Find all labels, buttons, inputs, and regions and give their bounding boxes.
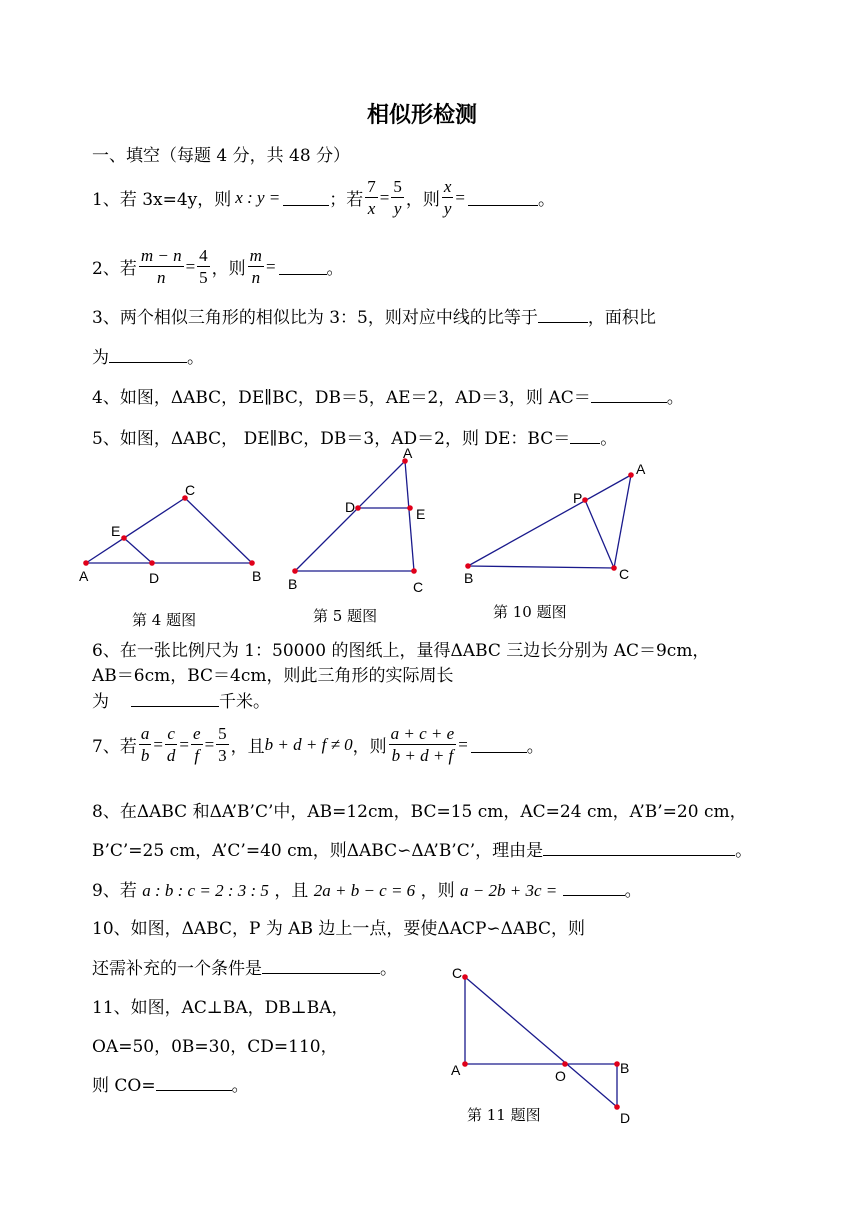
question-5: 5、如图，ΔABC， DE∥BC，DB＝3，AD＝2，则 DE：BC＝ 。 [92, 429, 618, 449]
fig10-label-p: P [573, 490, 583, 506]
fig4-label-b: B [252, 568, 262, 584]
fig5-label-b: B [288, 576, 298, 592]
fig5-label-a: A [403, 445, 413, 461]
fig4-caption: 第 4 题图 [132, 611, 197, 629]
fig5-label-d: D [345, 499, 356, 515]
q1-blank-2[interactable] [468, 190, 538, 206]
q4-blank[interactable] [591, 387, 667, 403]
figure-10 [464, 461, 646, 586]
fig11-label-c: C [452, 965, 463, 981]
figure-4 [79, 482, 261, 586]
q11-blank[interactable] [156, 1075, 232, 1091]
fig4-label-a: A [79, 568, 89, 584]
question-11-line-3: 则 CO= 。 [92, 1076, 249, 1096]
fig10-label-b: B [464, 570, 474, 586]
q7-fraction-cd: $\frac{c}{d}$ [166, 724, 176, 766]
question-10-line-1: 10、如图，ΔABC，P 为 AB 边上一点，要使ΔACP∽ΔABC，则 [92, 919, 586, 939]
question-8-line-2: B’C’=25 cm，A’C’=40 cm，则ΔABC∽ΔA’B’C’，理由是 。 [92, 841, 753, 861]
q7-fraction-ef: $\frac{e}{f}$ [193, 724, 201, 766]
fig10-label-a: A [636, 461, 646, 477]
question-10-line-2: 还需补充的一个条件是 。 [92, 959, 397, 979]
fig11-label-d: D [620, 1110, 631, 1126]
q2-fraction-3: $\frac{m}{n}$ [249, 246, 262, 288]
fig11-label-a: A [451, 1062, 461, 1078]
q1-text-1: 1、若 3x=4y，则 [92, 190, 232, 211]
question-4: 4、如图，ΔABC，DE∥BC，DB＝5，AE＝2，AD＝3，则 AC＝ 。 [92, 388, 684, 408]
fig5-caption: 第 5 题图 [313, 607, 378, 625]
q2-fraction-1: $\frac{m - n}{n}$ [140, 246, 182, 288]
q7-blank[interactable] [471, 737, 527, 753]
question-6-line-1: 6、在一张比例尺为 1：50000 的图纸上，量得ΔABC 三边长分别为 AC＝9cm， [92, 641, 710, 661]
figure-5 [288, 445, 425, 595]
q7-fraction-ab: $\frac{a}{b}$ [140, 724, 150, 766]
q9-expression: a − 2b + 3c = [460, 881, 558, 900]
fig4-label-c: C [185, 482, 196, 498]
fig10-caption: 第 10 题图 [493, 603, 567, 621]
q2-text-1: 2、若 [92, 259, 137, 280]
question-11-line-1: 11、如图，AC⊥BA，DB⊥BA， [92, 998, 349, 1018]
q1-blank-1[interactable] [283, 190, 329, 206]
q2-fraction-2: $\frac{4}{5}$ [199, 246, 208, 288]
fig10-label-c: C [619, 566, 630, 582]
q1-text-2: ；若 [329, 190, 364, 211]
q1-text-3: ，则 [405, 190, 440, 211]
q2-blank[interactable] [279, 259, 327, 275]
q6-blank[interactable] [131, 691, 219, 707]
figures-row [0, 440, 860, 640]
q7-condition: b + d + f ≠ 0 [264, 734, 353, 754]
q7-fraction-sum: $\frac{a + c + e}{b + d + f}$ [390, 724, 455, 766]
fig5-label-e: E [416, 506, 426, 522]
q10-blank[interactable] [262, 958, 380, 974]
question-3-line-2: 为 。 [92, 348, 204, 368]
q7-fraction-53: $\frac{5}{3}$ [218, 724, 227, 766]
question-7: 7、若 $\frac{a}{b}$ = $\frac{c}{d}$ = $\frac{e}{f}$ = $\frac{5}{3}$ ，且 b + d + f ≠ 0 ，则 $\frac{a + c + e}{b + d + f}$ = 。 [92, 724, 544, 766]
question-1: 1、若 3x=4y，则 x : y = ；若 $\frac{7}{x}$ = $\frac{5}{y}$ ，则 $\frac{x}{y}$ = 。 [92, 177, 556, 219]
question-6-line-2: AB＝6cm，BC＝4cm，则此三角形的实际周长 [92, 666, 454, 686]
q1-fraction-3: $\frac{x}{y}$ [443, 177, 452, 219]
fig11-label-b: B [620, 1060, 630, 1076]
question-6-line-3: 为 千米。 [92, 692, 270, 712]
q9-ratio: a : b : c = 2 : 3 : 5 [142, 881, 269, 900]
q1-fraction-1: $\frac{7}{x}$ [367, 177, 376, 219]
question-8-line-1: 8、在ΔABC 和ΔA’B’C’中，AB=12cm，BC=15 cm，AC=24 cm，A’B’=20 cm， [92, 802, 747, 822]
question-2: 2、若 $\frac{m - n}{n}$ = $\frac{4}{5}$ ，则 $\frac{m}{n}$ = 。 [92, 246, 344, 288]
page-title: 相似形检测 [367, 103, 478, 128]
fig11-caption: 第 11 题图 [467, 1106, 541, 1124]
fig4-label-e: E [111, 523, 121, 539]
q8-blank[interactable] [543, 840, 735, 856]
section-header: 一、填空（每题 4 分，共 48 分） [92, 146, 351, 166]
q3-blank-2[interactable] [109, 347, 187, 363]
q9-equation: 2a + b − c = 6 [313, 881, 416, 900]
q2-text-2: ，则 [211, 259, 246, 280]
fig5-label-c: C [413, 579, 424, 595]
q3-blank-1[interactable] [538, 307, 588, 323]
q1-ratio: x : y = [235, 187, 281, 207]
question-11-line-2: OA=50，0B=30，CD=110， [92, 1037, 338, 1057]
q1-fraction-2: $\frac{5}{y}$ [393, 177, 402, 219]
question-3-line-1: 3、两个相似三角形的相似比为 3：5，则对应中线的比等于 ，面积比 [92, 308, 656, 328]
fig11-label-o: O [555, 1068, 566, 1084]
fig4-label-d: D [149, 570, 160, 586]
q9-blank[interactable] [563, 880, 625, 896]
question-9: 9、若 a : b : c = 2 : 3 : 5 ，且 2a + b − c = 6 ，则 a − 2b + 3c = 。 [92, 881, 642, 901]
